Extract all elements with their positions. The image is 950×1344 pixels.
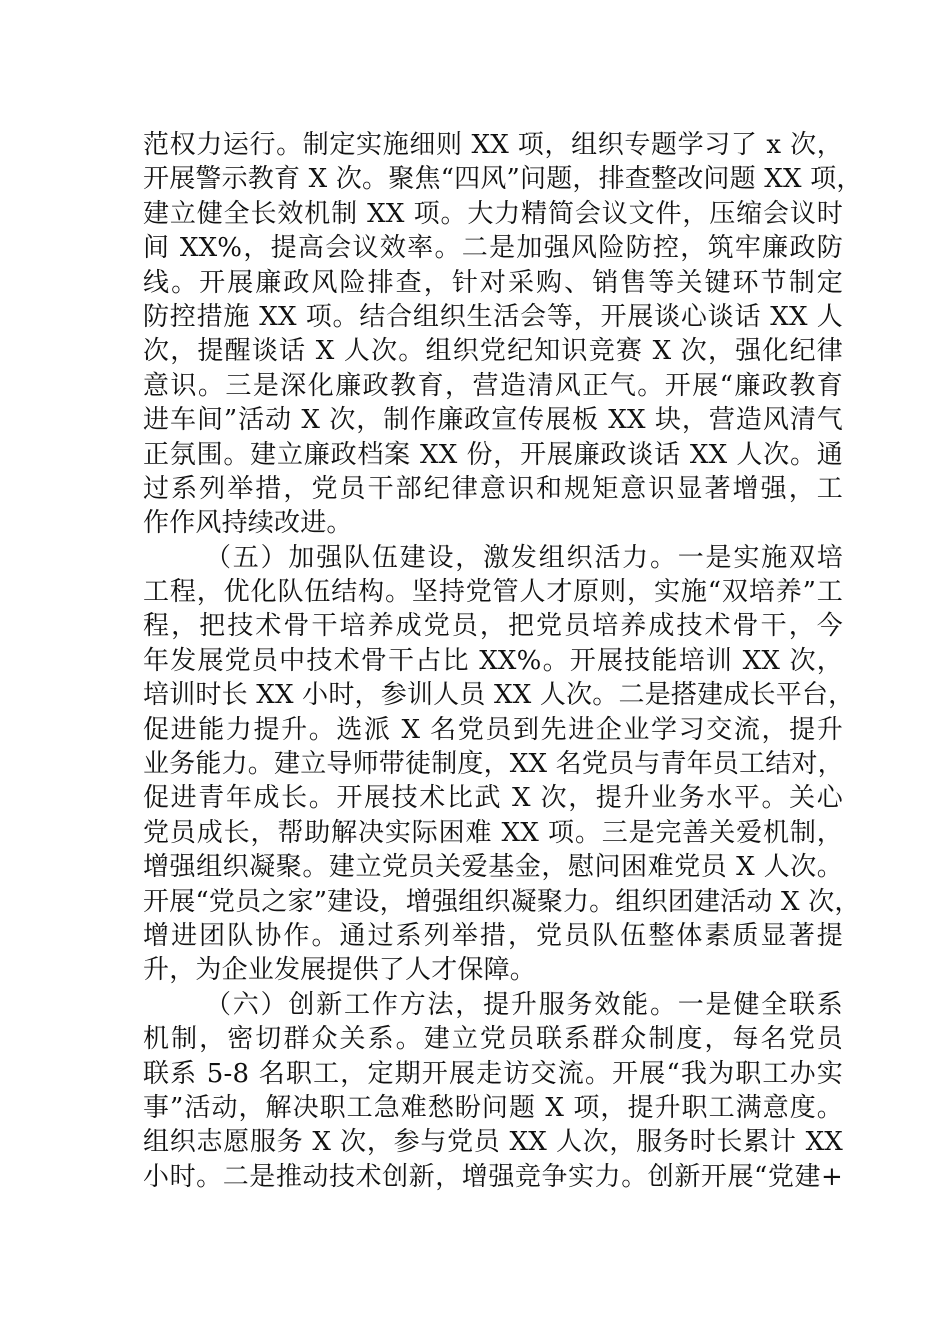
text-line: 开展警示教育 X 次。聚焦“四风”问题，排查整改问题 XX 项， xyxy=(143,164,863,195)
text-line: 防控措施 XX 项。结合组织生活会等，开展谈心谈话 XX 人 xyxy=(143,301,843,332)
text-line: 次，提醒谈话 X 人次。组织党纪知识竞赛 X 次，强化纪律 xyxy=(143,336,843,367)
text-line: 年发展党员中技术骨干占比 XX%。开展技能培训 XX 次， xyxy=(143,645,843,676)
text-line: 工程，优化队伍结构。坚持党管人才原则，实施“双培养”工 xyxy=(143,577,843,608)
text-line: 事”活动，解决职工急难愁盼问题 X 项，提升职工满意度。 xyxy=(143,1092,843,1123)
section-heading-line: （六）创新工作方法，提升服务效能。一是健全联系 xyxy=(205,989,843,1020)
body-text xyxy=(143,128,863,1194)
text-line: 建立健全长效机制 XX 项。大力精简会议文件，压缩会议时 xyxy=(143,198,843,229)
text-line: 增进团队协作。通过系列举措，党员队伍整体素质显著提 xyxy=(143,920,843,951)
text-line: 联系 5-8 名职工，定期开展走访交流。开展“我为职工办实 xyxy=(143,1058,843,1089)
text-line: 范权力运行。制定实施细则 XX 项，组织专题学习了 x 次， xyxy=(143,130,843,160)
text-line: 组织志愿服务 X 次，参与党员 XX 人次，服务时长累计 XX xyxy=(143,1127,843,1158)
text-line: 升，为企业发展提供了人才保障。 xyxy=(143,955,537,986)
text-line: 程，把技术骨干培养成党员，把党员培养成技术骨干，今 xyxy=(143,611,843,642)
text-line: 开展“党员之家”建设，增强组织凝聚力。组织团建活动 X 次， xyxy=(143,886,861,917)
section-heading-line: （五）加强队伍建设，激发组织活力。一是实施双培 xyxy=(205,542,843,573)
text-line: 促进能力提升。选派 X 名党员到先进企业学习交流，提升 xyxy=(143,714,843,745)
text-line: 党员成长，帮助解决实际困难 XX 项。三是完善关爱机制， xyxy=(143,817,843,848)
text-line: 培训时长 XX 小时，参训人员 XX 人次。二是搭建成长平台， xyxy=(143,680,855,711)
text-line: 线。开展廉政风险排查，针对采购、销售等关键环节制定 xyxy=(143,267,843,298)
text-line: 作作风持续改进。 xyxy=(143,508,353,539)
text-line: 过系列举措，党员干部纪律意识和规矩意识显著增强，工 xyxy=(143,473,843,504)
text-line: 正氛围。建立廉政档案 XX 份，开展廉政谈话 XX 人次。通 xyxy=(143,439,843,470)
text-line: 小时。二是推动技术创新，增强竞争实力。创新开展“党建+ xyxy=(143,1161,843,1192)
text-line: 间 XX%，提高会议效率。二是加强风险防控，筑牢廉政防 xyxy=(143,233,843,264)
text-line: 增强组织凝聚。建立党员关爱基金，慰问困难党员 X 人次。 xyxy=(143,852,843,883)
text-line: 机制，密切群众关系。建立党员联系群众制度，每名党员 xyxy=(143,1024,843,1055)
text-line: 意识。三是深化廉政教育，营造清风正气。开展“廉政教育 xyxy=(143,370,843,401)
text-line: 促进青年成长。开展技术比武 X 次，提升业务水平。关心 xyxy=(143,783,843,814)
text-line: 业务能力。建立导师带徒制度，XX 名党员与青年员工结对， xyxy=(143,749,844,780)
text-line: 进车间”活动 X 次，制作廉政宣传展板 XX 块，营造风清气 xyxy=(143,405,843,436)
